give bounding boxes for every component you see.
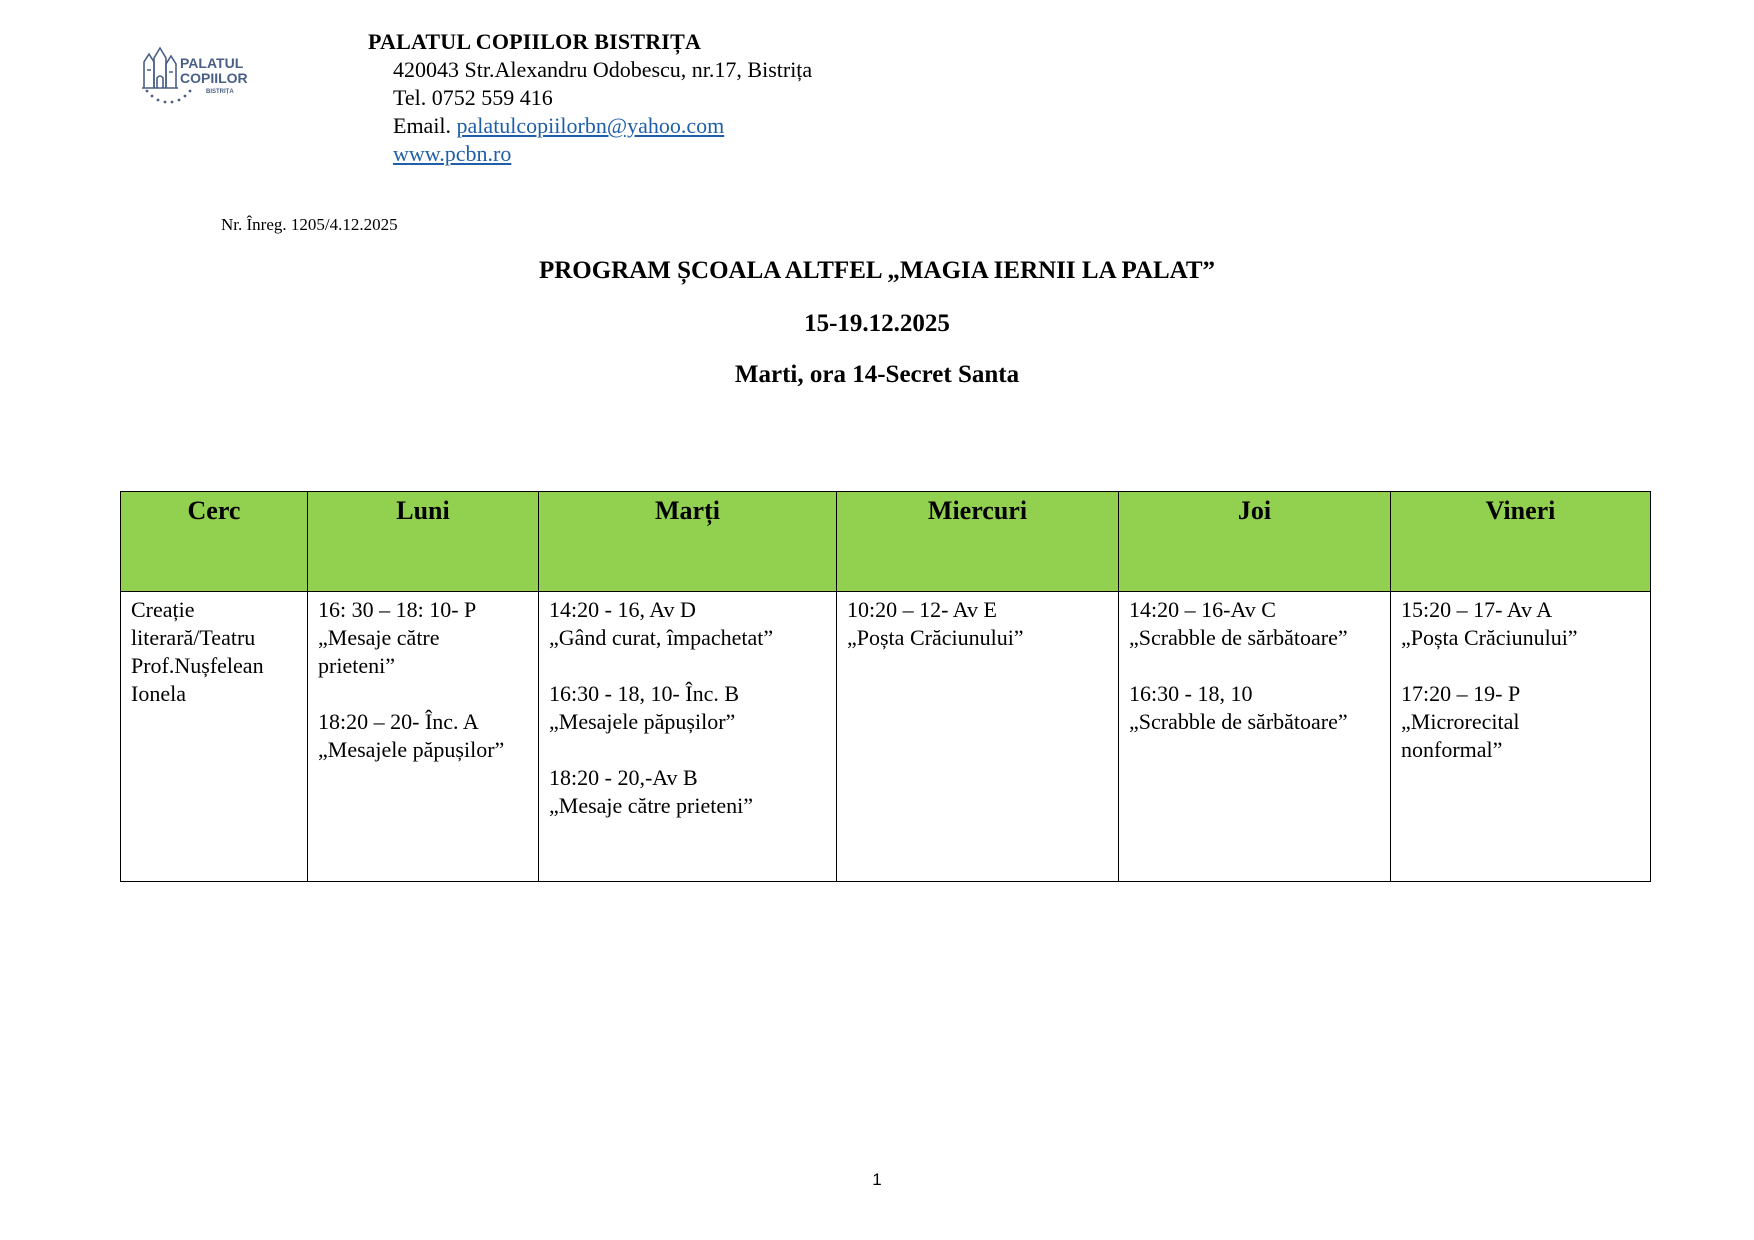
svg-text:PALATUL: PALATUL <box>180 55 244 71</box>
column-header-vineri: Vineri <box>1391 492 1651 592</box>
page-number: 1 <box>872 1170 882 1189</box>
cell-cerc: Creație literară/Teatru Prof.Nușfelean Ionela <box>121 592 308 882</box>
column-header-luni: Luni <box>308 492 539 592</box>
table-header-row <box>121 492 1651 592</box>
cell-joi: 14:20 – 16-Av C „Scrabble de sărbătoare” 16:30 - 18, 10 „Scrabble de sărbătoare” <box>1119 592 1391 882</box>
schedule-table <box>120 491 1651 882</box>
column-header-miercuri: Miercuri <box>837 492 1119 592</box>
document-dates: 15-19.12.2025 <box>804 310 950 337</box>
cell-miercuri: 10:20 – 12- Av E „Poșta Crăciunului” <box>837 592 1119 882</box>
column-header-cerc: Cerc <box>121 492 308 592</box>
column-header-joi: Joi <box>1119 492 1391 592</box>
svg-text:BISTRIȚA: BISTRIȚA <box>206 89 234 95</box>
cell-marti: 14:20 - 16, Av D „Gând curat, împachetat” 16:30 - 18, 10- Înc. B „Mesajele păpușilor” 18:20 - 20,-Av B „Mesaje către prieteni” <box>539 592 837 882</box>
palatul-copiilor-logo-icon <box>142 44 266 110</box>
letterhead <box>368 28 812 168</box>
email-link[interactable]: palatulcopiilorbn@yahoo.com <box>456 113 725 138</box>
document-note: Marti, ora 14-Secret Santa <box>734 361 1020 388</box>
registration-number: Nr. Înreg. 1205/4.12.2025 <box>221 215 398 234</box>
svg-text:COPIILOR: COPIILOR <box>180 70 248 86</box>
email-line <box>393 112 812 140</box>
cell-luni: 16: 30 – 18: 10- P „Mesaje către prieteni” 18:20 – 20- Înc. A „Mesajele păpușilor” <box>308 592 539 882</box>
phone: Tel. 0752 559 416 <box>393 85 553 110</box>
document-title: PROGRAM ȘCOALA ALTFEL „MAGIA IERNII LA PALAT” <box>538 257 1216 284</box>
table-row <box>121 592 1651 882</box>
organization-name: PALATUL COPIILOR BISTRIȚA <box>368 29 702 54</box>
cell-vineri: 15:20 – 17- Av A „Poșta Crăciunului” 17:20 – 19- P „Microrecital nonformal” <box>1391 592 1651 882</box>
column-header-marti: Marți <box>539 492 837 592</box>
website-link[interactable]: www.pcbn.ro <box>393 141 512 166</box>
address: 420043 Str.Alexandru Odobescu, nr.17, Bistrița <box>393 57 813 82</box>
email-label: Email. <box>393 113 457 138</box>
